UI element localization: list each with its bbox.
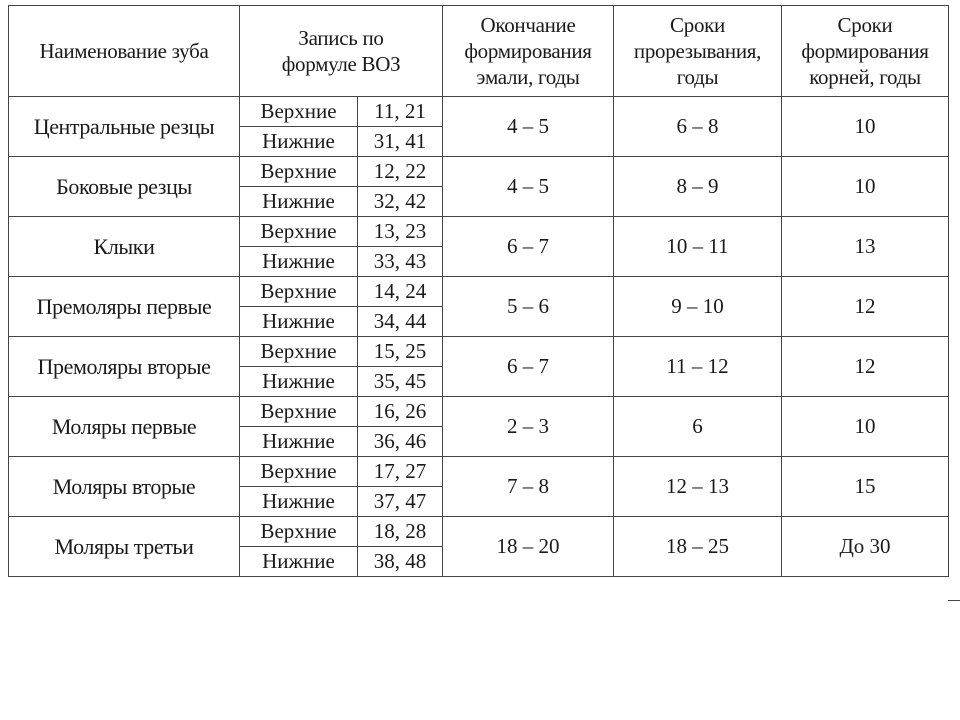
upper-who-code: 16, 26	[358, 397, 443, 427]
tooth-name-cell: Моляры первые	[9, 397, 240, 457]
table-row	[9, 157, 949, 187]
eruption-cell: 11 – 12	[614, 337, 782, 397]
roots-cell: 10	[782, 397, 949, 457]
upper-jaw-label: Верхние	[240, 517, 358, 547]
table-row	[9, 337, 949, 367]
roots-cell: 15	[782, 457, 949, 517]
table-row	[9, 457, 949, 487]
lower-jaw-label: Нижние	[240, 247, 358, 277]
eruption-cell: 18 – 25	[614, 517, 782, 577]
roots-cell: До 30	[782, 517, 949, 577]
upper-who-code: 15, 25	[358, 337, 443, 367]
upper-who-code: 13, 23	[358, 217, 443, 247]
upper-who-code: 11, 21	[358, 97, 443, 127]
lower-who-code: 38, 48	[358, 547, 443, 577]
tooth-name-cell: Моляры вторые	[9, 457, 240, 517]
lower-who-code: 37, 47	[358, 487, 443, 517]
tooth-name-cell: Моляры третьи	[9, 517, 240, 577]
upper-jaw-label: Верхние	[240, 337, 358, 367]
header-who-formula: Запись по формуле ВОЗ	[240, 6, 443, 97]
lower-who-code: 32, 42	[358, 187, 443, 217]
table-row	[9, 217, 949, 247]
header-eruption-period: Сроки прорезывания, годы	[614, 6, 782, 97]
eruption-cell: 6	[614, 397, 782, 457]
upper-who-code: 17, 27	[358, 457, 443, 487]
upper-jaw-label: Верхние	[240, 97, 358, 127]
enamel-cell: 6 – 7	[443, 217, 614, 277]
lower-who-code: 36, 46	[358, 427, 443, 457]
header-root-formation: Сроки формирования корней, годы	[782, 6, 949, 97]
upper-who-code: 14, 24	[358, 277, 443, 307]
lower-jaw-label: Нижние	[240, 427, 358, 457]
lower-who-code: 31, 41	[358, 127, 443, 157]
tooth-name-cell: Боковые резцы	[9, 157, 240, 217]
lower-jaw-label: Нижние	[240, 127, 358, 157]
enamel-cell: 5 – 6	[443, 277, 614, 337]
enamel-cell: 18 – 20	[443, 517, 614, 577]
upper-jaw-label: Верхние	[240, 277, 358, 307]
lower-who-code: 35, 45	[358, 367, 443, 397]
teeth-formation-table	[8, 5, 949, 577]
eruption-cell: 12 – 13	[614, 457, 782, 517]
header-enamel-formation: Окончание формирования эмали, годы	[443, 6, 614, 97]
roots-cell: 13	[782, 217, 949, 277]
table-row	[9, 517, 949, 547]
enamel-cell: 6 – 7	[443, 337, 614, 397]
table-row	[9, 277, 949, 307]
upper-jaw-label: Верхние	[240, 457, 358, 487]
tooth-name-cell: Премоляры вторые	[9, 337, 240, 397]
eruption-cell: 6 – 8	[614, 97, 782, 157]
enamel-cell: 4 – 5	[443, 97, 614, 157]
eruption-cell: 10 – 11	[614, 217, 782, 277]
lower-who-code: 33, 43	[358, 247, 443, 277]
upper-jaw-label: Верхние	[240, 397, 358, 427]
upper-jaw-label: Верхние	[240, 217, 358, 247]
lower-jaw-label: Нижние	[240, 307, 358, 337]
upper-jaw-label: Верхние	[240, 157, 358, 187]
eruption-cell: 8 – 9	[614, 157, 782, 217]
lower-jaw-label: Нижние	[240, 367, 358, 397]
tooth-name-cell: Центральные резцы	[9, 97, 240, 157]
roots-cell: 12	[782, 337, 949, 397]
enamel-cell: 4 – 5	[443, 157, 614, 217]
tooth-name-cell: Клыки	[9, 217, 240, 277]
roots-cell: 10	[782, 157, 949, 217]
lower-jaw-label: Нижние	[240, 547, 358, 577]
roots-cell: 12	[782, 277, 949, 337]
lower-jaw-label: Нижние	[240, 187, 358, 217]
header-tooth-name: Наименование зуба	[9, 6, 240, 97]
edge-rule-divider	[948, 600, 960, 601]
lower-who-code: 34, 44	[358, 307, 443, 337]
upper-who-code: 12, 22	[358, 157, 443, 187]
tooth-name-cell: Премоляры первые	[9, 277, 240, 337]
table-row	[9, 397, 949, 427]
enamel-cell: 2 – 3	[443, 397, 614, 457]
roots-cell: 10	[782, 97, 949, 157]
table-row	[9, 97, 949, 127]
enamel-cell: 7 – 8	[443, 457, 614, 517]
lower-jaw-label: Нижние	[240, 487, 358, 517]
upper-who-code: 18, 28	[358, 517, 443, 547]
eruption-cell: 9 – 10	[614, 277, 782, 337]
table-header-row	[9, 6, 949, 97]
